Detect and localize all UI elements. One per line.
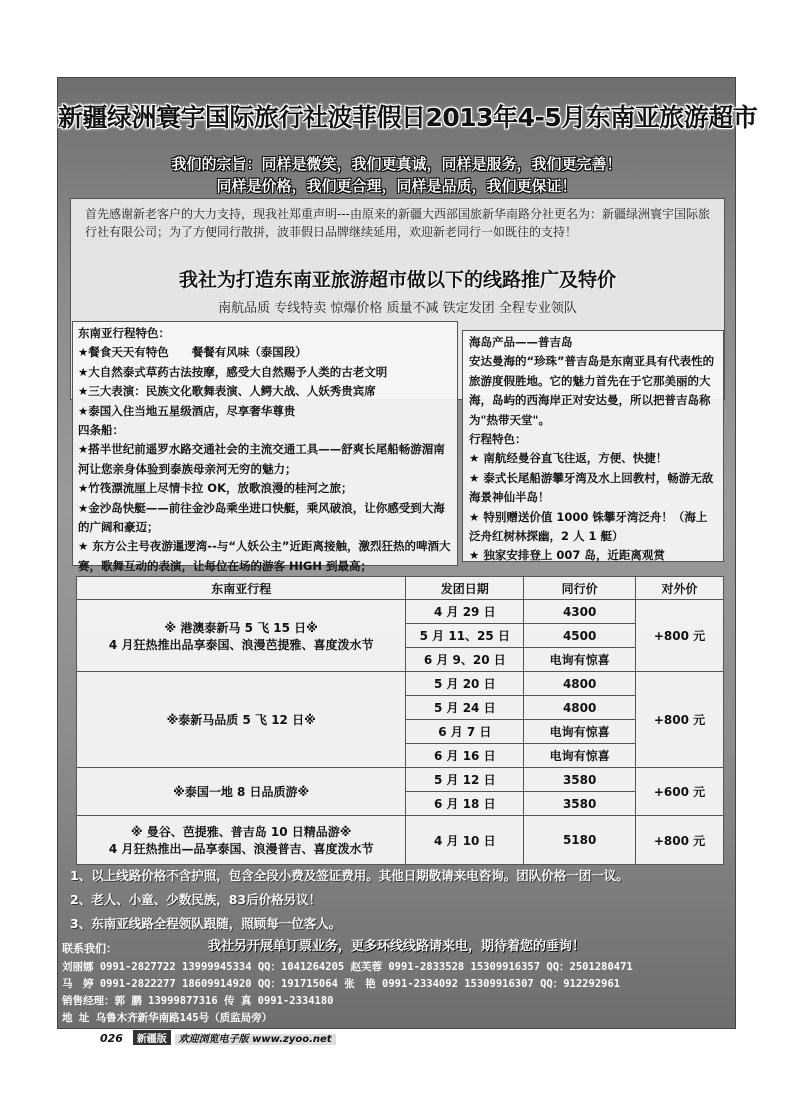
table-row (77, 672, 724, 696)
route-name: ※ 曼谷、芭提雅、普吉岛 10 日精品游※ (130, 825, 352, 839)
route-subtitle: 4 月狂热推出—品享泰国、浪漫普吉、喜度泼水节 (108, 842, 374, 856)
price-cell: 电询有惊喜 (524, 744, 636, 768)
contact-line: 地 址 乌鲁木齐新华南路145号（质监局旁） (62, 1012, 273, 1024)
contact-line: 马 婷 0991-2822277 18609914920 QQ：191715064 张 艳 0991-2334092 15309916307 QQ：912292961 (62, 978, 621, 990)
phuket-line: 安达曼海的“珍珠”普吉岛是东南亚具有代表性的旅游度假胜地。它的魅力首先在于它那美丽的大海，岛屿的西海岸正对安达曼，所以把普吉岛称为"热带天堂"。 (469, 354, 715, 427)
date-cell: 4 月 29 日 (406, 600, 524, 624)
phuket-product (462, 330, 724, 562)
contact-line: 刘丽娜 0991-2827722 13999945334 QQ：1041264205 赵芙蓉 0991-2833528 15309916357 QQ：2501280471 (62, 961, 633, 973)
phuket-line: 海岛产品——普吉岛 (469, 335, 573, 349)
date-cell: 5 月 20 日 (406, 672, 524, 696)
phuket-line: 行程特色： (469, 432, 527, 447)
route-name: ※泰新马品质 5 飞 12 日※ (166, 713, 316, 727)
table-row (77, 768, 724, 792)
route-cell (77, 816, 406, 865)
contact-label: 联系我们： (62, 942, 117, 955)
promo-headline: 我社为打造东南亚旅游超市做以下的线路推广及特价 (178, 269, 616, 291)
price-cell: 电询有惊喜 (524, 720, 636, 744)
phuket-line: ★ 南航经曼谷直飞往返，方便、快捷！ (469, 451, 668, 466)
price-table (76, 576, 724, 865)
edition-badge: 新疆版 (133, 1030, 171, 1045)
column-header: 对外价 (636, 577, 724, 600)
date-cell: 5 月 12 日 (406, 768, 524, 792)
slogan-line-1: 我们的宗旨：同样是微笑，我们更真诚，同样是服务，我们更完善！ (171, 155, 622, 173)
table-row (77, 600, 724, 624)
southeast-asia-features (72, 321, 458, 573)
slogan-line-2: 同样是价格，我们更合理，同样是品质，我们更保证！ (216, 177, 577, 195)
page-footer (100, 1030, 336, 1046)
website-link[interactable]: 欢迎浏览电子版 www.zyoo.net (175, 1034, 336, 1045)
note-2: 2、老人、小童、少数民族，83后价格另议！ (70, 892, 322, 907)
advertisement-page (57, 77, 758, 1029)
note-1: 1、以上线路价格不含护照，包含全段小费及签证费用。其他日期敬请来电咨询。团队价格一团一议。 (70, 868, 629, 883)
column-header: 发团日期 (406, 577, 524, 600)
feature-line: 四条船： (78, 423, 124, 438)
date-cell: 6 月 18 日 (406, 792, 524, 816)
feature-line: ★金沙岛快艇——前往金沙岛乘坐进口快艇，乘风破浪，让你感受到大海的广阔和豪迈； (78, 500, 445, 535)
price-cell: 电询有惊喜 (524, 648, 636, 672)
feature-line: ★竹筏漂流厘上尽情卡拉 OK，放歌浪漫的桂河之旅； (78, 481, 353, 496)
route-name: ※泰国一地 8 日品质游※ (173, 785, 310, 799)
note-3: 3、东南亚线路全程领队跟随，照顾每一位客人。 (70, 916, 342, 931)
feature-line: 东南亚行程特色： (78, 326, 170, 340)
table-row (77, 816, 724, 865)
route-cell (77, 768, 406, 816)
phuket-line: ★ 独家安排登上 007 岛，近距离观赏 (469, 548, 665, 563)
route-cell (77, 672, 406, 768)
contact-line: 销售经理：郭 鹏 13999877316 传 真 0991-2334180 (62, 995, 334, 1007)
price-cell: 4800 (524, 696, 636, 720)
promo-tagline: 南航品质 专线特卖 惊爆价格 质量不减 铁定发团 全程专业领队 (218, 301, 577, 316)
feature-line: ★大自然泰式草药古法按摩，感受大自然赐予人类的古老文明 (78, 364, 388, 379)
feature-line: ★餐食天天有特色 餐餐有风味（泰国段） (78, 345, 307, 360)
table-header-row (77, 577, 724, 600)
feature-line: ★泰国入住当地五星级酒店，尽享奢华尊贵 (78, 403, 296, 418)
price-cell: 4300 (524, 600, 636, 624)
route-cell (77, 600, 406, 672)
public-price-cell: +800 元 (636, 816, 724, 865)
date-cell: 5 月 24 日 (406, 696, 524, 720)
phuket-line: ★ 泰式长尾船游攀牙湾及水上回教村，畅游无敌海景神仙半岛！ (469, 470, 714, 505)
date-cell: 6 月 7 日 (406, 720, 524, 744)
public-price-cell: +600 元 (636, 768, 724, 816)
price-cell: 5180 (524, 816, 636, 865)
ticketing-note: 我社另开展单订票业务，更多环线线路请来电，期待着您的垂询！ (207, 939, 585, 954)
feature-line: ★三大表演：民族文化歌舞表演、人鳄大战、人妖秀贵宾席 (78, 384, 376, 399)
date-cell: 6 月 16 日 (406, 744, 524, 768)
route-subtitle: 4 月狂热推出品享泰国、浪漫芭提雅、喜度泼水节 (108, 637, 374, 652)
public-price-cell: +800 元 (636, 600, 724, 672)
page-title: 新疆绿洲寰宇国际旅行社波菲假日2013年4-5月东南亚旅游超市 (58, 103, 758, 132)
public-price-cell: +800 元 (636, 672, 724, 768)
price-cell: 3580 (524, 792, 636, 816)
feature-line: ★搭半世纪前遥罗水路交通社会的主流交通工具——舒爽长尾船畅游湄南河让您亲身体验到泰族母亲河无穷的魅力； (78, 442, 445, 476)
feature-line: ★ 东方公主号夜游暹逻湾--与“人妖公主”近距离接触，激烈狂热的啤酒大赛，歌舞互动的表演，让每位在场的游客 HIGH 到最高； (78, 539, 451, 573)
price-cell: 4800 (524, 672, 636, 696)
date-cell: 6 月 9、20 日 (406, 648, 524, 672)
column-header: 同行价 (524, 577, 636, 600)
notice-text: 首先感谢新老客户的大力支持，现我社郑重声明---由原来的新疆大西部国旅新华南路分社更名为：新疆绿洲寰宇国际旅行社有限公司；为了方便同行散拼，波菲假日品牌继续延用，欢迎新老同行一如既往的支持！ (85, 207, 710, 239)
date-cell: 4 月 10 日 (406, 816, 524, 865)
phuket-line: ★ 特别赠送价值 1000 铢攀牙湾泛舟！（海上泛舟红树林探幽，2 人 1 艇） (469, 509, 708, 544)
price-cell: 3580 (524, 768, 636, 792)
date-cell: 5 月 11、25 日 (406, 624, 524, 648)
price-cell: 4500 (524, 624, 636, 648)
column-header: 东南亚行程 (77, 577, 406, 600)
route-name: ※ 港澳泰新马 5 飞 15 日※ (164, 620, 318, 635)
page-number: 026 (100, 1032, 123, 1045)
